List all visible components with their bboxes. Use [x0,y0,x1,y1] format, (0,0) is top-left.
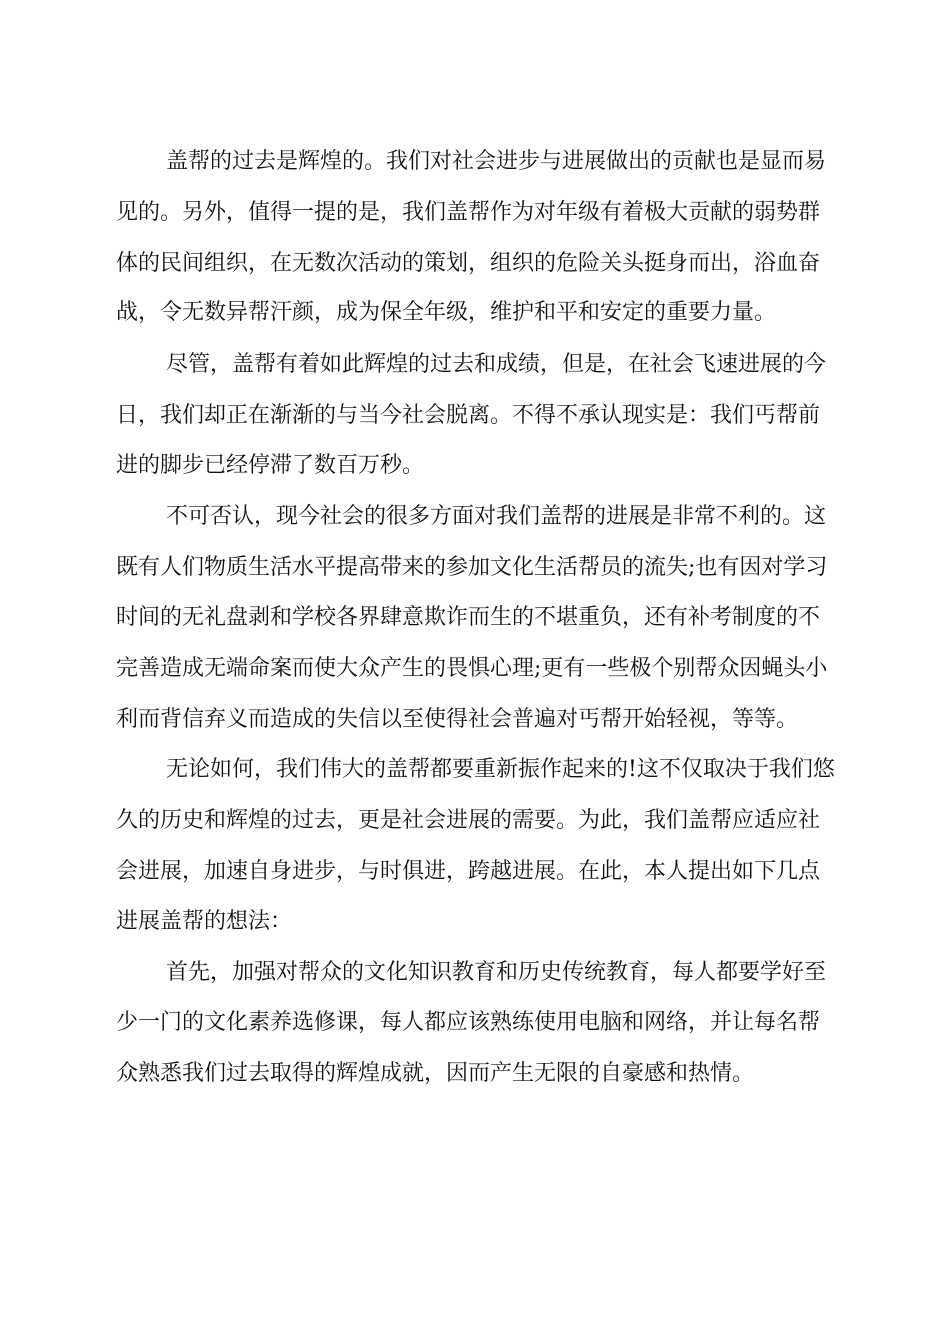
paragraph-5-line-2: 少一门的文化素养选修课，每人都应该熟练使用电脑和网络，并让每名帮 [116,1010,821,1035]
paragraph-3-line-4: 完善造成无端命案而使大众产生的畏惧心理;更有一些极个别帮众因蝇头小 [116,656,828,681]
paragraph-3-line-3: 时间的无礼盘剥和学校各界肆意欺诈而生的不堪重负，还有补考制度的不 [116,605,821,630]
paragraph-4-line-1: 无论如何，我们伟大的盖帮都要重新振作起来的!这不仅取决于我们悠 [166,757,835,782]
paragraph-5-line-3: 众熟悉我们过去取得的辉煌成就，因而产生无限的自豪感和热情。 [116,1061,755,1086]
paragraph-1-line-1: 盖帮的过去是辉煌的。我们对社会进步与进展做出的贡献也是显而易 [166,149,827,174]
paragraph-4-line-2: 久的历史和辉煌的过去，更是社会进展的需要。为此，我们盖帮应适应社 [116,808,821,833]
paragraph-4-line-4: 进展盖帮的想法： [116,909,293,934]
paragraph-2-line-1: 尽管，盖帮有着如此辉煌的过去和成绩，但是，在社会飞速进展的今 [166,352,827,377]
paragraph-2-line-2: 日，我们却正在渐渐的与当今社会脱离。不得不承认现实是：我们丐帮前 [116,403,821,428]
paragraph-3-line-2: 既有人们物质生活水平提高带来的参加文化生活帮员的流失;也有因对学习 [116,555,828,580]
paragraph-1-line-4: 战，令无数异帮汗颜，成为保全年级，维护和平和安定的重要力量。 [116,300,777,325]
paragraph-5-line-1: 首先，加强对帮众的文化知识教育和历史传统教育，每人都要学好至 [166,960,827,985]
paragraph-3-line-1: 不可否认，现今社会的很多方面对我们盖帮的进展是非常不利的。这 [166,504,827,529]
paragraph-4-line-3: 会进展，加速自身进步，与时俱进，跨越进展。在此，本人提出如下几点 [116,859,821,884]
paragraph-1-line-2: 见的。另外，值得一提的是，我们盖帮作为对年级有着极大贡献的弱势群 [116,200,821,225]
paragraph-1-line-3: 体的民间组织，在无数次活动的策划，组织的危险关头挺身而出，浴血奋 [116,251,821,276]
paragraph-3-line-5: 利而背信弃义而造成的失信以至使得社会普遍对丐帮开始轻视，等等。 [116,707,799,732]
paragraph-2-line-3: 进的脚步已经停滞了数百万秒。 [116,453,425,478]
